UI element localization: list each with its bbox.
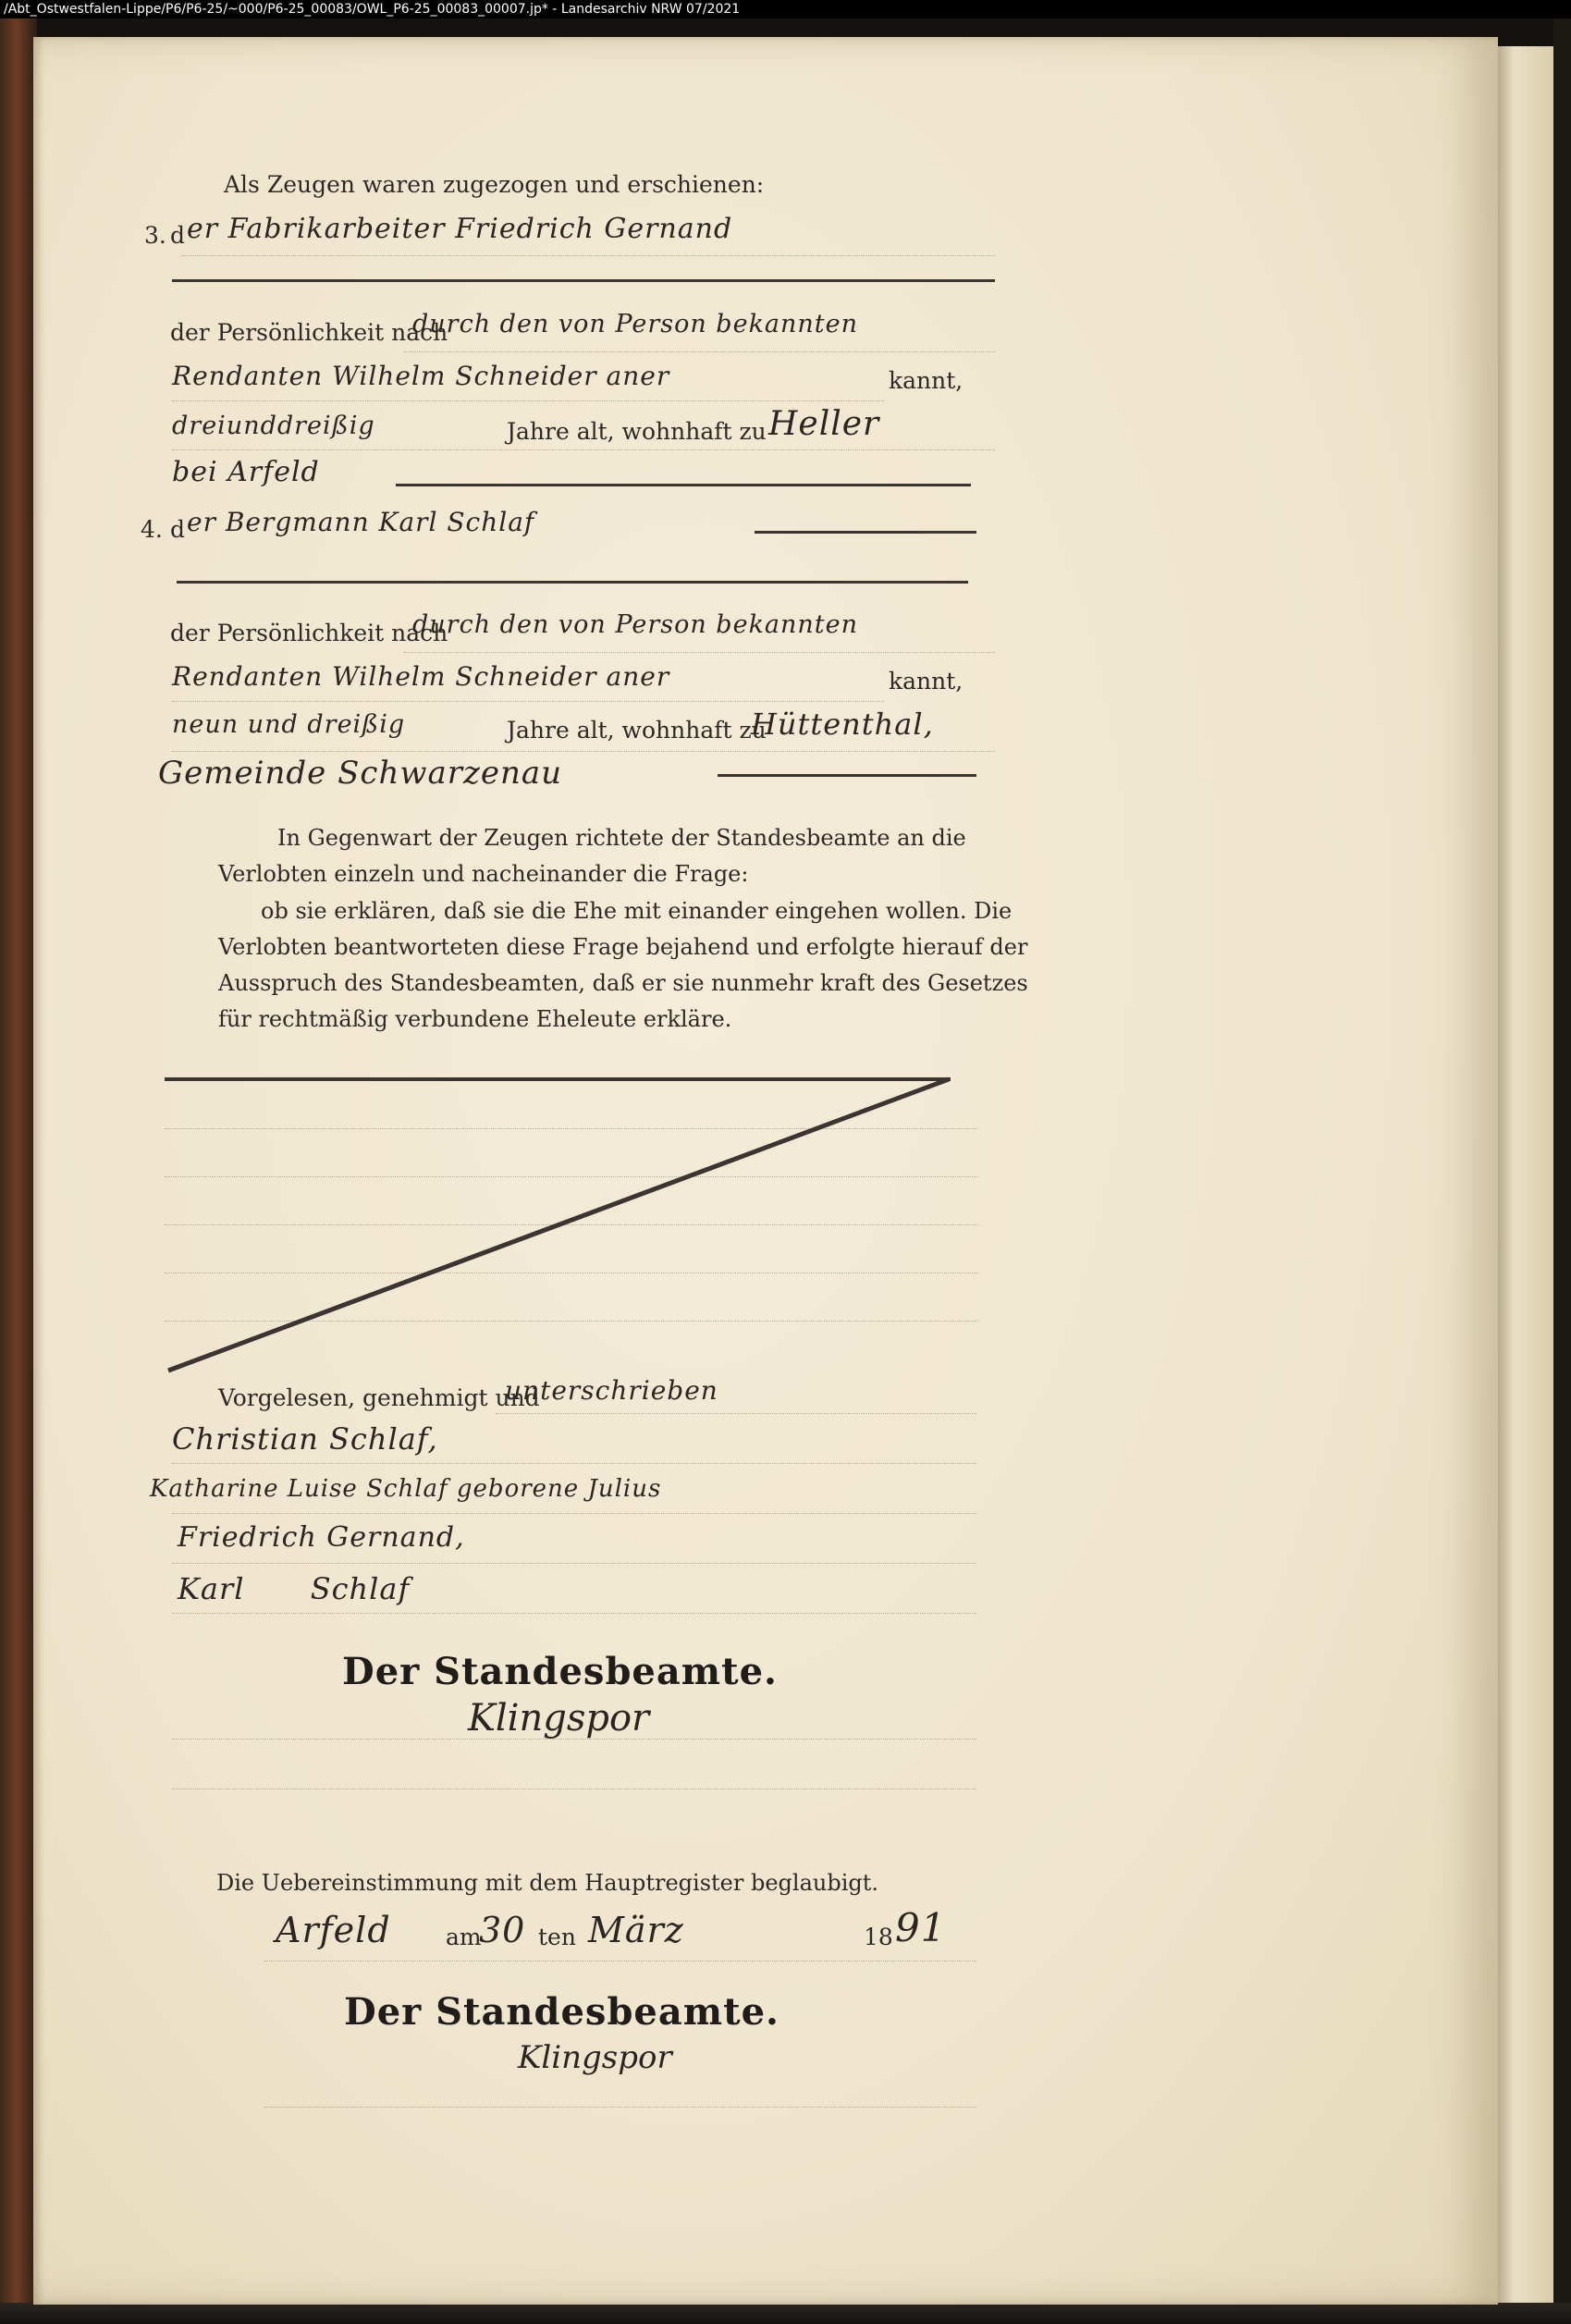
register-page	[33, 37, 1498, 2305]
dotted-line	[172, 1513, 976, 1514]
witness4-number: 4.	[141, 516, 163, 543]
witness4-known-text: durch den von Person bekannten	[412, 610, 859, 639]
dotted-line	[172, 1613, 976, 1614]
ceremony-line-6: für rechtmäßig verbundene Eheleute erkläre.	[218, 1006, 732, 1032]
window-title: /Abt_Ostwestfalen-Lippe/P6/P6-25/~000/P6-25_00083/OWL_P6-25_00083_00007.jp* - Landesarchiv NRW 07/2021	[0, 0, 1571, 18]
book-edge-right	[1553, 18, 1571, 2324]
dotted-line	[172, 1463, 976, 1464]
witness4-known-text2: Rendanten Wilhelm Schneider aner	[172, 661, 670, 692]
registrar-signature: Klingspor	[468, 1697, 650, 1740]
witness3-personality-label: der Persönlichkeit nach	[170, 319, 448, 346]
signature-1: Christian Schlaf,	[172, 1421, 438, 1457]
dotted-line	[264, 2107, 976, 2108]
cert-month: März	[588, 1910, 684, 1950]
witness3-age-words: dreiunddreißig	[172, 412, 375, 440]
witness3-number: 3.	[144, 222, 166, 249]
signature-3: Friedrich Gernand,	[178, 1521, 465, 1554]
dotted-line	[496, 1413, 976, 1414]
signature-4: Karl Schlaf	[178, 1571, 411, 1606]
next-page-edge	[1498, 46, 1553, 2303]
dotted-line	[172, 1563, 976, 1564]
cert-year-printed: 18	[864, 1924, 893, 1950]
witness3-known-text: durch den von Person bekannten	[412, 310, 859, 338]
image-viewer[interactable]	[0, 18, 1571, 2324]
witness3-age-label: Jahre alt, wohnhaft zu	[507, 418, 767, 445]
registrar-signature-2: Klingspor	[518, 2039, 672, 2076]
cert-day: 30	[479, 1910, 526, 1950]
witness4-name: er Bergmann Karl Schlaf	[187, 507, 535, 537]
dotted-line	[172, 1739, 976, 1740]
registrar-title: Der Standesbeamte.	[342, 1650, 778, 1693]
book-cover-left	[0, 18, 37, 2324]
witness3-residence2: bei Arfeld	[172, 456, 320, 488]
witness4-kannt: kannt,	[889, 668, 963, 695]
witness3-kannt: kannt,	[889, 367, 963, 394]
witness3-residence: Heller	[768, 405, 880, 443]
read-label: Vorgelesen, genehmigt und	[218, 1384, 540, 1411]
cancel-diagonal-stroke	[33, 37, 1050, 1424]
book-cover-bottom	[0, 2303, 1571, 2324]
registrar-title-2: Der Standesbeamte.	[344, 1990, 779, 2034]
witness4-prefix: d	[170, 516, 186, 543]
witness-heading: Als Zeugen waren zugezogen und erschienen:	[224, 171, 765, 198]
ceremony-line-5: Ausspruch des Standesbeamten, daß er sie nunmehr kraft des Gesetzes	[218, 970, 1028, 996]
signature-2: Katharine Luise Schlaf geborene Julius	[150, 1475, 662, 1503]
witness4-age-words: neun und dreißig	[172, 710, 406, 739]
certification-text: Die Uebereinstimmung mit dem Hauptregister beglaubigt.	[216, 1870, 879, 1896]
read-handwritten: unterschrieben	[505, 1375, 718, 1406]
witness4-personality-label: der Persönlichkeit nach	[170, 620, 448, 646]
witness3-name: er Fabrikarbeiter Friedrich Gernand	[187, 213, 733, 245]
cert-place: Arfeld	[276, 1910, 391, 1950]
ceremony-line-4: Verlobten beantworteten diese Frage bejahend und erfolgte hierauf der	[218, 934, 1028, 960]
witness3-prefix: d	[170, 222, 186, 249]
witness4-age-label: Jahre alt, wohnhaft zu	[507, 717, 767, 744]
cert-ten: ten	[538, 1924, 576, 1950]
ceremony-line-3: ob sie erklären, daß sie die Ehe mit einander eingehen wollen. Die	[261, 898, 1013, 924]
witness3-known-text2: Rendanten Wilhelm Schneider aner	[172, 361, 670, 391]
ceremony-line-1: In Gegenwart der Zeugen richtete der Standesbeamte an die	[277, 825, 966, 851]
cert-am: am	[446, 1924, 482, 1950]
witness4-residence: Hüttenthal,	[751, 707, 934, 742]
cert-year-handwritten: 91	[895, 1905, 947, 1950]
ceremony-line-2: Verlobten einzeln und nacheinander die Frage:	[218, 861, 749, 887]
witness4-residence2: Gemeinde Schwarzenau	[158, 755, 563, 792]
